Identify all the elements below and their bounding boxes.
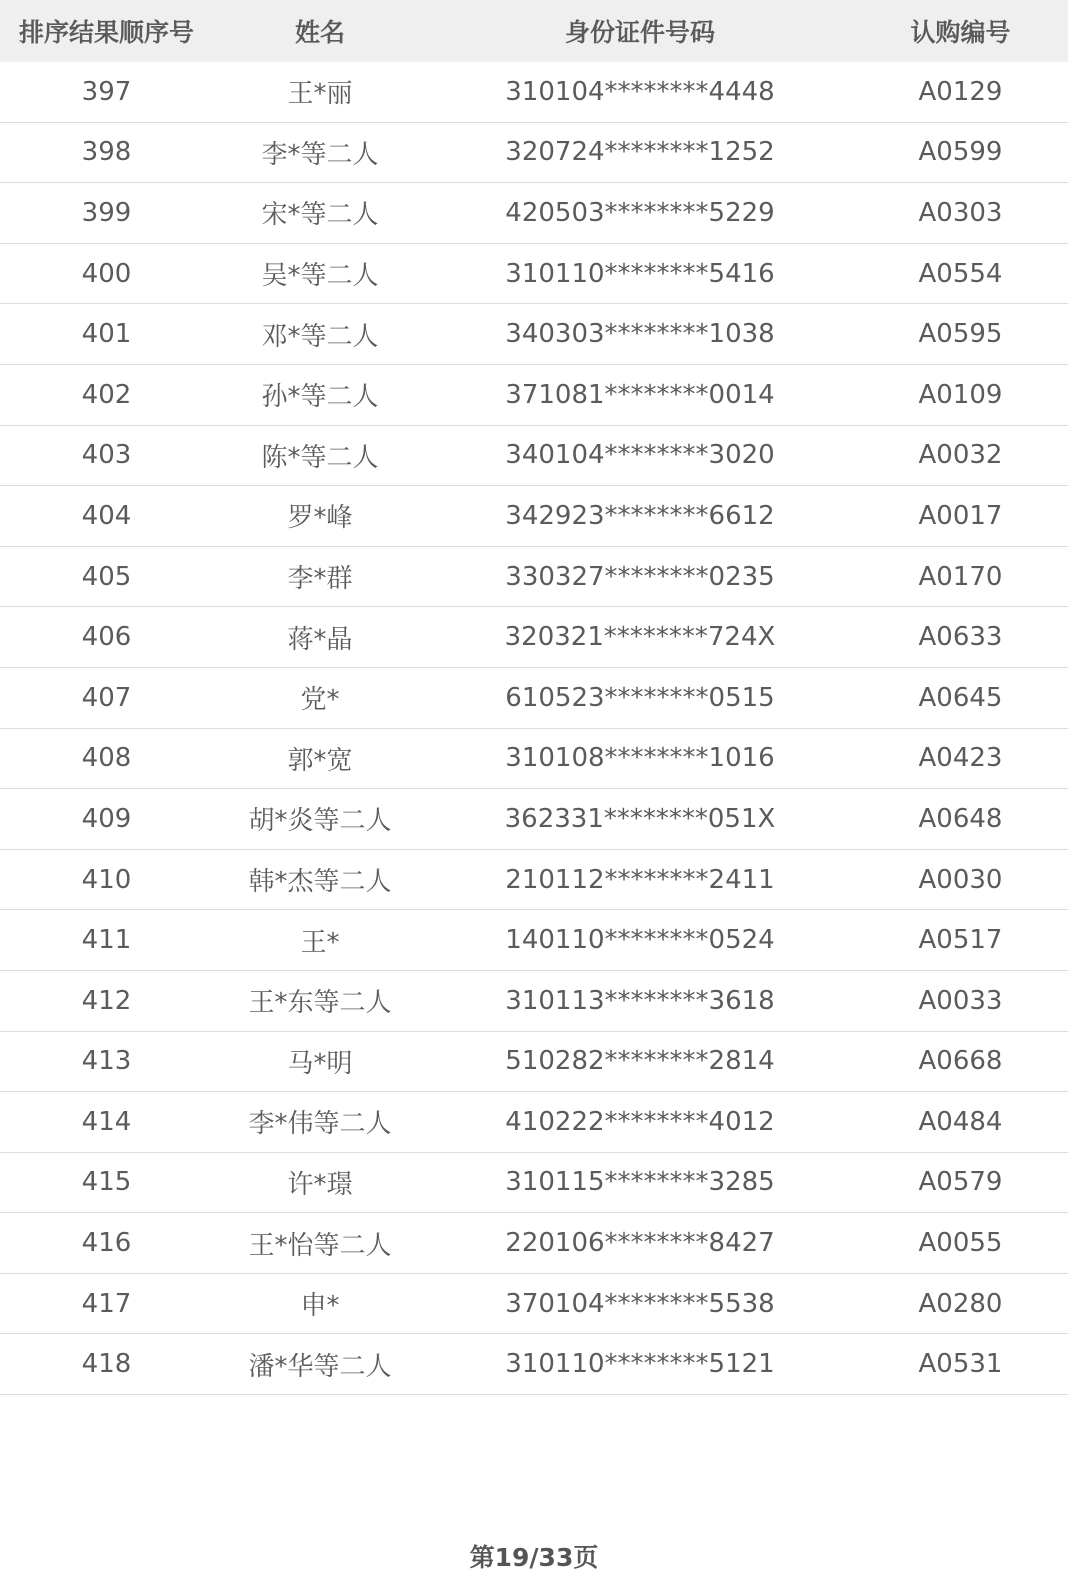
cell-id-number: 340104********3020 [505,440,775,471]
cell-subscription-code: A0017 [918,500,1003,531]
cell-id-number: 320724********1252 [505,137,775,168]
cell-rank: 407 [81,682,132,713]
table-body [0,62,1068,1395]
cell-rank: 418 [81,1349,132,1380]
cell-id-number: 310115********3285 [505,1167,775,1198]
cell-id-number: 220106********8427 [505,1228,775,1259]
cell-subscription-code: A0055 [918,1228,1003,1259]
cell-rank: 401 [81,319,132,350]
cell-id-number: 420503********5229 [505,197,775,228]
table-row [0,183,1068,244]
cell-rank: 404 [81,500,132,531]
cell-rank: 416 [81,1228,132,1259]
cell-rank: 399 [81,197,132,228]
table-row [0,426,1068,487]
table-row [0,1153,1068,1214]
cell-subscription-code: A0033 [918,985,1003,1016]
table-row [0,971,1068,1032]
cell-subscription-code: A0032 [918,440,1003,471]
cell-id-number: 310110********5416 [505,258,775,289]
cell-subscription-code: A0517 [918,925,1003,956]
table-row [0,850,1068,911]
cell-name: 王* [300,927,340,958]
table-row [0,607,1068,668]
cell-rank: 400 [81,258,132,289]
cell-subscription-code: A0531 [918,1349,1003,1380]
cell-id-number: 370104********5538 [505,1288,775,1319]
cell-rank: 406 [81,622,132,653]
cell-subscription-code: A0484 [918,1106,1003,1137]
cell-rank: 408 [81,743,132,774]
cell-id-number: 310104********4448 [505,76,775,107]
cell-rank: 397 [81,76,132,107]
cell-id-number: 140110********0524 [505,925,775,956]
cell-subscription-code: A0595 [918,319,1003,350]
cell-id-number: 510282********2814 [505,1046,775,1077]
table-row [0,547,1068,608]
cell-id-number: 310113********3618 [505,985,775,1016]
cell-subscription-code: A0129 [918,76,1003,107]
table-row [0,729,1068,790]
cell-rank: 403 [81,440,132,471]
cell-rank: 414 [81,1106,132,1137]
table-row [0,1213,1068,1274]
cell-id-number: 210112********2411 [505,864,775,895]
cell-id-number: 410222********4012 [505,1106,775,1137]
table-row [0,365,1068,426]
cell-subscription-code: A0645 [918,682,1003,713]
table-row [0,668,1068,729]
cell-subscription-code: A0030 [918,864,1003,895]
cell-id-number: 610523********0515 [505,682,775,713]
cell-subscription-code: A0280 [918,1288,1003,1319]
cell-subscription-code: A0648 [918,803,1003,834]
cell-rank: 398 [81,137,132,168]
cell-rank: 405 [81,561,132,592]
cell-name: 郭*宽 [287,745,353,776]
cell-subscription-code: A0303 [918,197,1003,228]
cell-subscription-code: A0599 [918,137,1003,168]
cell-id-number: 362331********051X [504,803,776,834]
cell-name: 申* [300,1291,340,1322]
cell-rank: 402 [81,379,132,410]
table-row [0,910,1068,971]
table-row [0,1092,1068,1153]
cell-name: 王*丽 [287,79,353,110]
cell-name: 党* [300,685,340,716]
cell-id-number: 330327********0235 [505,561,775,592]
cell-name: 王*东等二人 [248,988,392,1019]
cell-subscription-code: A0668 [918,1046,1003,1077]
cell-name: 许*璟 [287,1169,353,1200]
cell-name: 李*群 [287,564,353,595]
cell-id-number: 310108********1016 [505,743,775,774]
header-subscription-code: 认购编号 [910,18,1011,47]
table-row [0,304,1068,365]
table-row [0,1274,1068,1335]
cell-name: 孙*等二人 [261,382,379,413]
cell-rank: 409 [81,803,132,834]
cell-name: 李*伟等二人 [248,1109,392,1140]
cell-subscription-code: A0109 [918,379,1003,410]
table-row [0,789,1068,850]
header-rank: 排序结果顺序号 [18,18,194,47]
table-row [0,486,1068,547]
cell-name: 李*等二人 [261,139,379,170]
cell-subscription-code: A0423 [918,743,1003,774]
cell-subscription-code: A0633 [918,622,1003,653]
cell-rank: 410 [81,864,132,895]
cell-rank: 417 [81,1288,132,1319]
cell-name: 蒋*晶 [287,624,353,655]
cell-name: 宋*等二人 [261,200,379,231]
header-name: 姓名 [294,18,345,47]
cell-id-number: 342923********6612 [505,500,775,531]
cell-subscription-code: A0170 [918,561,1003,592]
cell-id-number: 340303********1038 [505,319,775,350]
cell-name: 罗*峰 [287,503,353,534]
table-header [0,0,1068,62]
cell-subscription-code: A0554 [918,258,1003,289]
page-indicator: 第19/33页 [469,1543,599,1572]
cell-name: 陈*等二人 [261,442,379,473]
cell-name: 王*怡等二人 [248,1230,392,1261]
table-row [0,1334,1068,1395]
cell-rank: 411 [81,925,132,956]
cell-name: 邓*等二人 [261,321,379,352]
header-id-number: 身份证件号码 [564,18,715,47]
cell-rank: 412 [81,985,132,1016]
cell-subscription-code: A0579 [918,1167,1003,1198]
table-row [0,123,1068,184]
cell-id-number: 310110********5121 [505,1349,775,1380]
cell-rank: 415 [81,1167,132,1198]
cell-rank: 413 [81,1046,132,1077]
table-row [0,244,1068,305]
cell-id-number: 371081********0014 [505,379,775,410]
cell-name: 马*明 [287,1048,353,1079]
cell-name: 吴*等二人 [261,261,379,292]
cell-name: 胡*炎等二人 [248,806,392,837]
cell-id-number: 320321********724X [504,622,776,653]
cell-name: 潘*华等二人 [248,1351,392,1382]
cell-name: 韩*杰等二人 [248,867,392,898]
table-row [0,1032,1068,1093]
table-row [0,62,1068,123]
